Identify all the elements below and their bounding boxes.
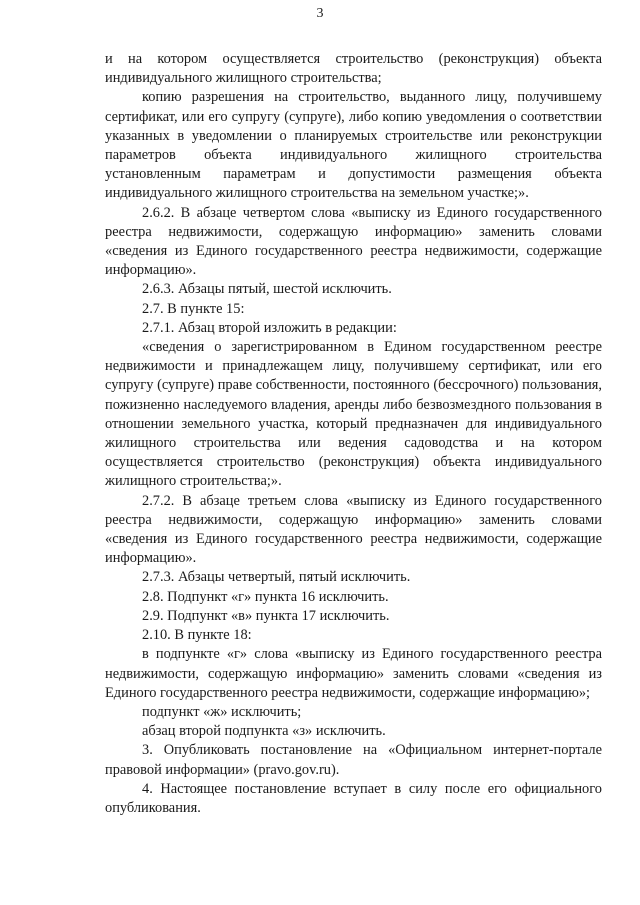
paragraph: 2.10. В пункте 18: bbox=[142, 627, 252, 644]
paragraph: и на котором осуществляется строительство (реконструкция) объекта индивидуального жилищного строительства; bbox=[105, 51, 602, 87]
paragraph: подпункт «ж» исключить; bbox=[142, 703, 302, 720]
document-body bbox=[105, 50, 602, 818]
paragraph: 4. Настоящее постановление вступает в силу после его официального опубликования. bbox=[105, 780, 602, 816]
paragraph: 2.7.3. Абзацы четвертый, пятый исключить. bbox=[142, 569, 411, 586]
paragraph: в подпункте «г» слова «выписку из Единого государственного реестра недвижимости, содержащую информацию» заменить словами «сведения из Единого государственного реестра недвижимости, содержащие информацию»; bbox=[105, 646, 602, 701]
paragraph: абзац второй подпункта «з» исключить. bbox=[142, 723, 386, 740]
paragraph: «сведения о зарегистрированном в Едином государственном реестре недвижимости и принадлежащем лицу, получившему сертификат, или его супругу (супруге) праве собственности, постоянного (бессрочного) пользования, пожизненно наследуемого владения, аренды либо безвозмездного пользования в отношении земельного участка, который предназначен для индивидуального жилищного строительства или ведения садоводства и на котором осуществляется строительство (реконструкция) объекта индивидуального жилищного строительства;». bbox=[105, 339, 602, 490]
paragraph: 2.7.1. Абзац второй изложить в редакции: bbox=[142, 319, 397, 336]
paragraph: 2.7. В пункте 15: bbox=[142, 300, 245, 317]
paragraph: 2.6.2. В абзаце четвертом слова «выписку из Единого государственного реестра недвижимости, содержащую информацию» заменить словами «сведения из Единого государственного реестра недвижимости, содержащие информацию». bbox=[105, 204, 602, 279]
paragraph: 2.9. Подпункт «в» пункта 17 исключить. bbox=[142, 607, 390, 624]
paragraph: 2.7.2. В абзаце третьем слова «выписку из Единого государственного реестра недвижимости, содержащую информацию» заменить словами «сведения из Единого государственного реестра недвижимости, содержащие информацию». bbox=[105, 492, 602, 567]
paragraph: 2.6.3. Абзацы пятый, шестой исключить. bbox=[142, 281, 392, 298]
paragraph: 2.8. Подпункт «г» пункта 16 исключить. bbox=[142, 588, 389, 605]
paragraph: 3. Опубликовать постановление на «Официальном интернет-портале правовой информации» (pravo.gov.ru). bbox=[105, 742, 602, 778]
paragraph: копию разрешения на строительство, выданного лицу, получившему сертификат, или его супругу (супруге), либо копию уведомления о соответствии указанных в уведомлении о планируемых строительстве или реконструкции параметров объекта индивидуального жилищного строительства установленным параметрам и допустимости размещения объекта индивидуального жилищного строительства на земельном участке;». bbox=[105, 89, 602, 202]
page-number: 3 bbox=[316, 6, 324, 21]
